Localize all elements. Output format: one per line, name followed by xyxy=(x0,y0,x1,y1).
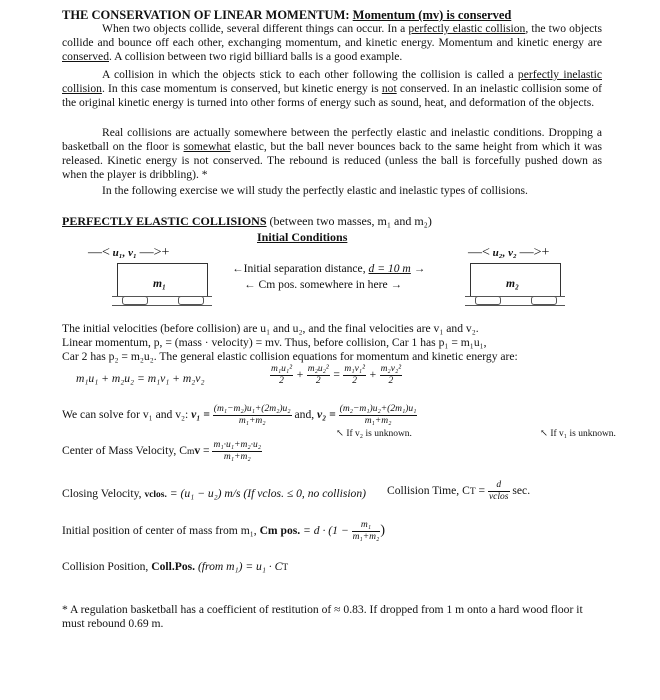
closing-velocity: Closing Velocity, vclos. = (u₁ − u₂) m/s (If vclos. ≤ 0, no collision) xyxy=(62,487,367,500)
body-line-2: Linear momentum, p, = (mass · velocity) = mv. Thus, before collision, Car 1 has p₁ = m₁u₁, xyxy=(62,336,487,349)
intro-paragraph-1: When two objects collide, several different things can occur. In a perfectly elastic collision, the two objects collide and bounce off each other, exchanging momentum, and kinetic energy. Momentum and kinetic energy are conserved. A collision between two rigid billiard balls is a good example. xyxy=(62,22,602,63)
car2-mass-label: m₂ xyxy=(506,277,520,290)
momentum-equation: m₁u₁ + m₂u₂ = m₁v₁ + m₂v₂ xyxy=(76,372,205,385)
collision-position: Collision Position, Coll.Pos. (from m₁) = u₁ · CT xyxy=(62,560,289,573)
car2-velocity-label: —< u₂, v₂ —>+ xyxy=(468,245,550,260)
car1-track xyxy=(112,296,212,297)
car1-velocity-label: —< u₁, v₁ —>+ xyxy=(88,245,170,260)
note-v2-unknown: ↖ If v₂ is unknown. xyxy=(336,429,412,439)
separation-distance: ←Initial separation distance, d = 10 m → xyxy=(232,262,426,275)
title-main: THE CONSERVATION OF LINEAR MOMENTUM: xyxy=(62,8,353,22)
note-v1-unknown: ↖ If v₁ is unknown. xyxy=(540,429,616,439)
page-title xyxy=(62,8,511,23)
car1-wheel-right xyxy=(178,296,204,305)
section-heading-title: PERFECTLY ELASTIC COLLISIONS xyxy=(62,214,267,228)
car1-wheel-left xyxy=(122,296,148,305)
car2-track xyxy=(465,296,565,297)
intro-paragraph-4: In the following exercise we will study the perfectly elastic and inelastic types of collisions. xyxy=(102,184,528,197)
kinetic-energy-equation: $\frac{\text{m₁u₁²}}{2}$ + $\frac{\text{m₂u₂²}}{2}$ = $\frac{\text{m₁v₁²}}{2}$ + $\frac{\text{m₂v₂²}}{2}$ xyxy=(271,364,402,386)
car2-track-bottom xyxy=(465,305,565,306)
initial-cm-position: Initial position of center of mass from m₁, Cm pos. = d · (1 − $\frac{\text{m₁}}{\text{m₁+m₂}}$ ) xyxy=(62,520,385,542)
footnote: * A regulation basketball has a coefficient of restitution of ≈ 0.83. If dropped from 1 m onto a hard wood floor it must rebound 0.69 m. xyxy=(62,603,583,630)
car2-wheel-right xyxy=(531,296,557,305)
cm-position-hint: ← Cm pos. somewhere in here → xyxy=(244,278,403,291)
body-line-1: The initial velocities (before collision) are u₁ and u₂, and the final velocities are v₁ and v₂. xyxy=(62,322,479,335)
solve-lead: We can solve for v₁ and v₂: xyxy=(62,408,192,422)
title-sub: Momentum (mv) is conserved xyxy=(352,8,512,22)
collision-time: Collision Time, CT = $\frac{d}{\text{vclos}}$ sec. xyxy=(387,480,531,502)
section-heading xyxy=(62,214,432,229)
body-line-3: Car 2 has p₂ = m₂u₂. The general elastic collision equations for momentum and kinetic energy are: xyxy=(62,350,518,363)
initial-conditions-heading: Initial Conditions xyxy=(257,230,348,244)
center-of-mass-velocity: Center of Mass Velocity, Cmv = $\frac{\text{m₁·u₁+m₂·u₂}}{\text{m₁+m₂}}$ xyxy=(62,440,262,462)
intro-paragraph-2: A collision in which the objects stick to each other following the collision is called a perfectly inelastic collision. In this case momentum is conserved, but kinetic energy is not conserved. In an inelastic collision some of the original kinetic energy is turned into other forms of energy such as sound, heat, and deformation of the objects. xyxy=(62,68,602,109)
car1-mass-label: m₁ xyxy=(153,277,167,290)
car2-wheel-left xyxy=(475,296,501,305)
intro-paragraph-3: Real collisions are actually somewhere between the perfectly elastic and inelastic conditions. Dropping a basketball on the floor is somewhat elastic, but the ball never bounces back to the same height from which it was released. Kinetic energy is not conserved. The rebound is reduced (unless the ball is forcefully pushed down as when the player is dribbling). * xyxy=(62,126,602,181)
car1-track-bottom xyxy=(112,305,212,306)
solve-equations: We can solve for v₁ and v₂: v₁ = $\frac{\text{(m₁−m₂)u₁+(2m₂)u₂}}{\text{m₁+m₂}}$ and, v₂ = $\frac{\text{(m₂−m₁)u₂+(2m₁)u₁}}{\text{m₁+m₂}}$ xyxy=(62,404,417,426)
section-heading-tail: (between two masses, m₁ and m₂) xyxy=(266,214,432,228)
